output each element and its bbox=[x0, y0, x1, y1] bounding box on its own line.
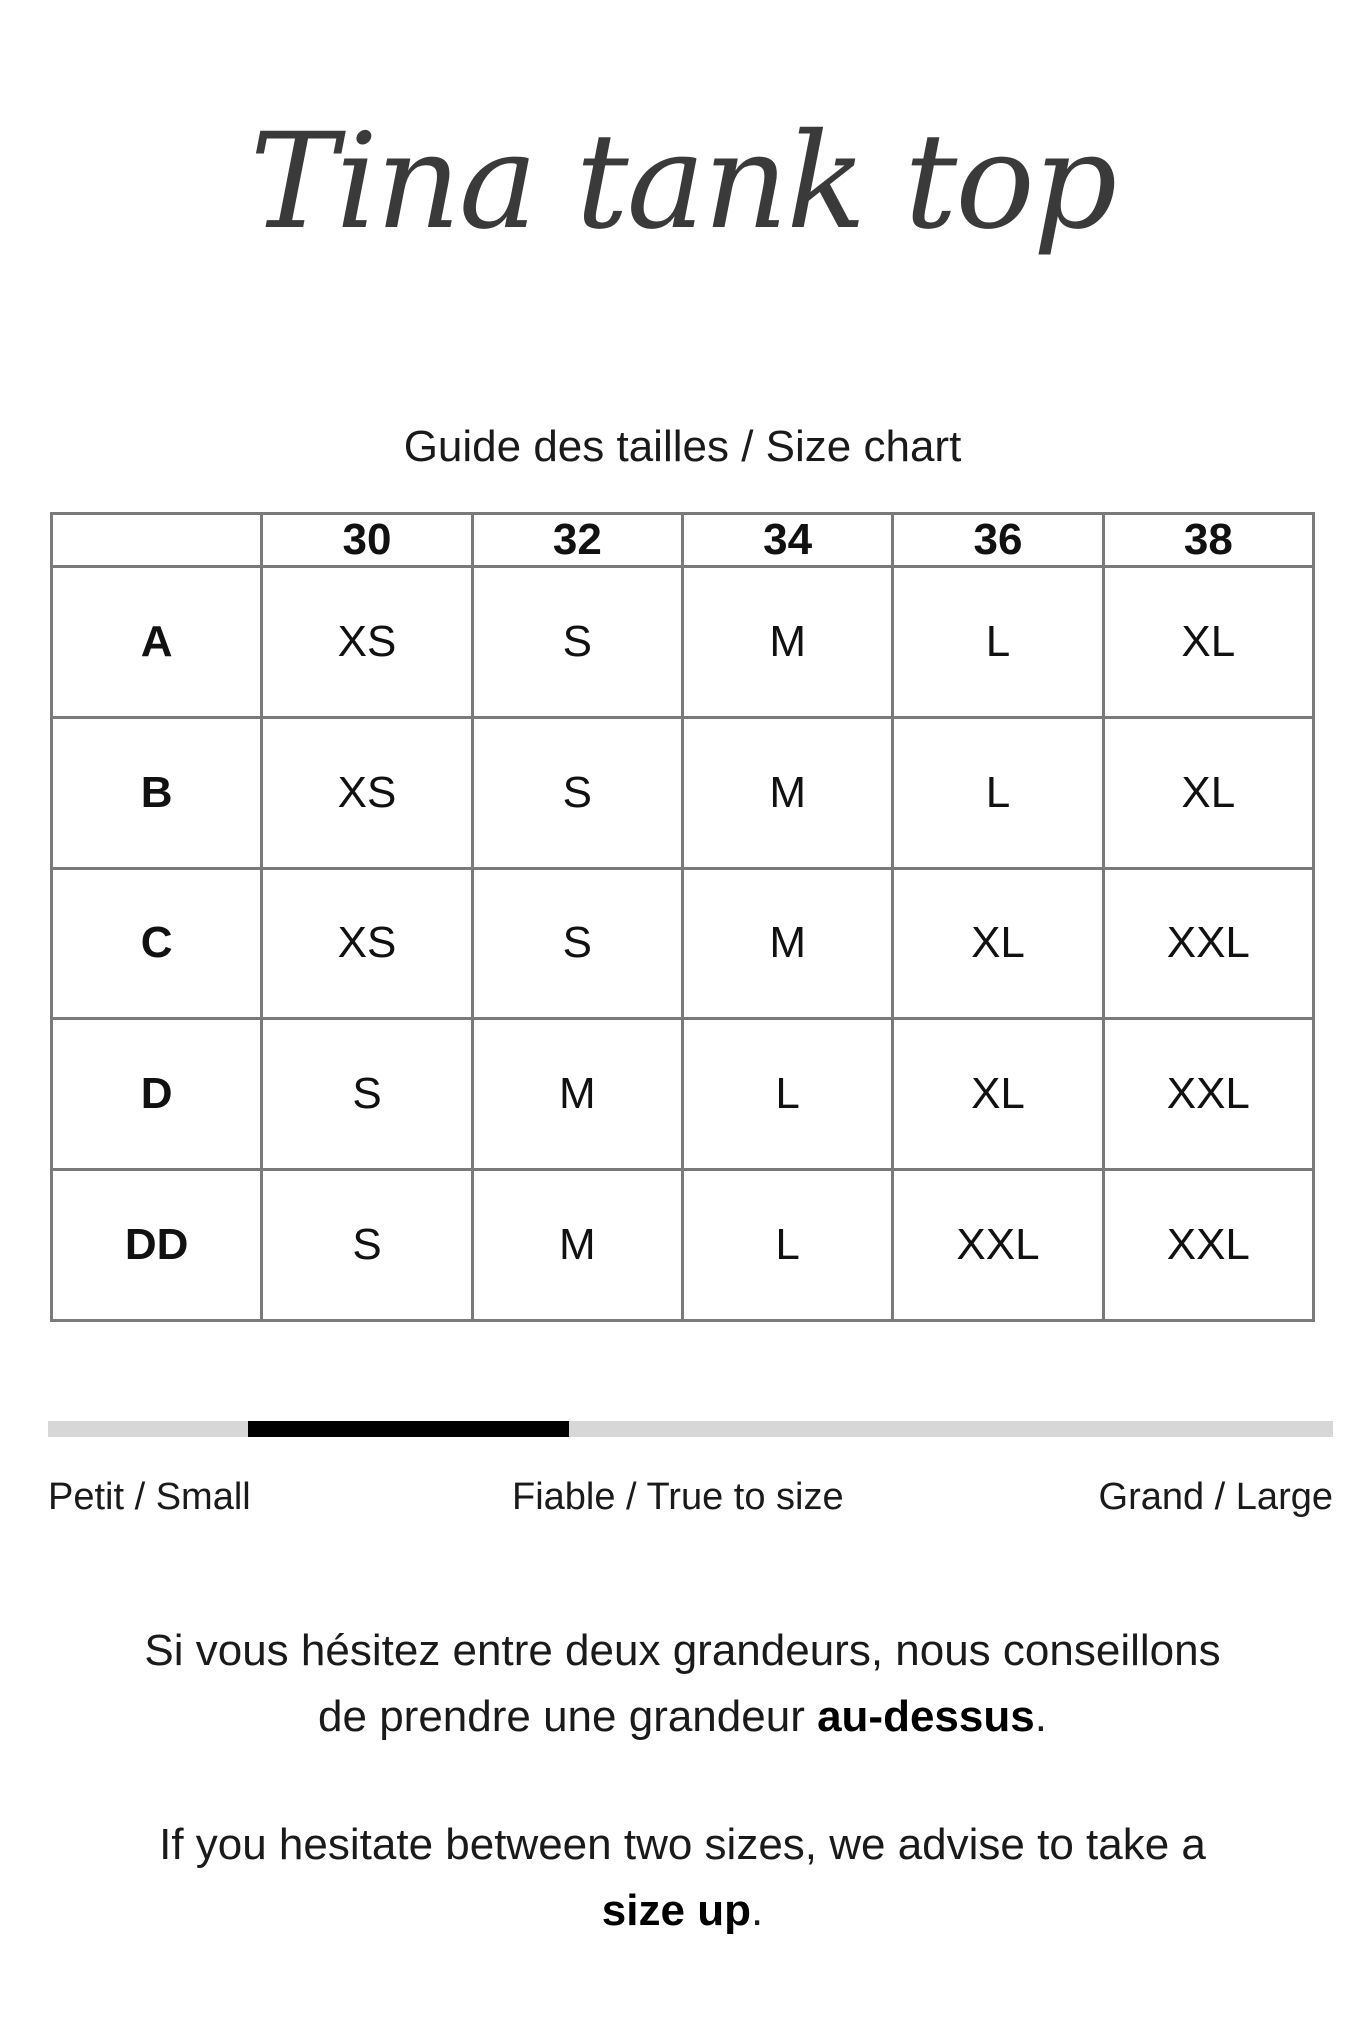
size-cell: XS bbox=[262, 717, 472, 868]
advice-french-line2 bbox=[0, 1684, 1365, 1750]
advice-french-emphasis: au-dessus bbox=[817, 1692, 1035, 1741]
cup-size-label: B bbox=[52, 717, 262, 868]
advice-english bbox=[0, 1812, 1365, 1944]
cup-size-label: A bbox=[52, 567, 262, 718]
band-size-header: 30 bbox=[262, 514, 472, 567]
size-cell: XS bbox=[262, 868, 472, 1019]
size-cell: S bbox=[472, 567, 682, 718]
advice-french-line1: Si vous hésitez entre deux grandeurs, nous conseillons bbox=[144, 1626, 1221, 1675]
size-cell: XS bbox=[262, 567, 472, 718]
size-cell: L bbox=[893, 567, 1103, 718]
table-row bbox=[52, 717, 1314, 868]
size-cell: L bbox=[682, 1019, 892, 1170]
table-row bbox=[52, 567, 1314, 718]
fit-scale-track bbox=[48, 1421, 1333, 1437]
advice-english-line1: If you hesitate between two sizes, we advise to take a bbox=[159, 1820, 1206, 1869]
band-size-header: 34 bbox=[682, 514, 892, 567]
advice-french-text: de prendre une grandeur bbox=[318, 1692, 818, 1741]
advice-english-line2 bbox=[0, 1878, 1365, 1944]
band-size-header: 32 bbox=[472, 514, 682, 567]
cup-size-label: D bbox=[52, 1019, 262, 1170]
fit-label-small: Petit / Small bbox=[48, 1476, 251, 1518]
size-cell: XL bbox=[893, 868, 1103, 1019]
table-header-row bbox=[52, 514, 1314, 567]
size-cell: L bbox=[893, 717, 1103, 868]
size-cell: M bbox=[682, 868, 892, 1019]
size-cell: XL bbox=[893, 1019, 1103, 1170]
size-cell: XXL bbox=[1103, 868, 1313, 1019]
size-cell: S bbox=[472, 717, 682, 868]
table-row bbox=[52, 868, 1314, 1019]
band-size-header: 38 bbox=[1103, 514, 1313, 567]
advice-french-period: . bbox=[1034, 1692, 1047, 1741]
cup-size-label: C bbox=[52, 868, 262, 1019]
size-cell: XL bbox=[1103, 567, 1313, 718]
size-cell: M bbox=[472, 1170, 682, 1321]
fit-label-true-to-size: Fiable / True to size bbox=[512, 1476, 844, 1518]
size-cell: XXL bbox=[1103, 1170, 1313, 1321]
product-title: Tina tank top bbox=[249, 105, 1116, 259]
advice-french bbox=[0, 1618, 1365, 1750]
table-row bbox=[52, 1170, 1314, 1321]
size-cell: M bbox=[682, 567, 892, 718]
table-corner-cell bbox=[52, 514, 262, 567]
size-cell: S bbox=[262, 1170, 472, 1321]
size-cell: M bbox=[682, 717, 892, 868]
size-cell: M bbox=[472, 1019, 682, 1170]
table-row bbox=[52, 1019, 1314, 1170]
size-cell: XXL bbox=[893, 1170, 1103, 1321]
advice-english-period: . bbox=[750, 1886, 764, 1935]
size-cell: L bbox=[682, 1170, 892, 1321]
size-cell: XL bbox=[1103, 717, 1313, 868]
size-chart-subtitle: Guide des tailles / Size chart bbox=[403, 422, 962, 471]
size-cell: S bbox=[262, 1019, 472, 1170]
size-chart-table bbox=[50, 512, 1315, 1322]
advice-english-emphasis: size up bbox=[601, 1886, 751, 1935]
fit-scale-indicator bbox=[248, 1421, 569, 1437]
cup-size-label: DD bbox=[52, 1170, 262, 1321]
band-size-header: 36 bbox=[893, 514, 1103, 567]
size-cell: XXL bbox=[1103, 1019, 1313, 1170]
size-cell: S bbox=[472, 868, 682, 1019]
fit-label-large: Grand / Large bbox=[1098, 1476, 1333, 1518]
